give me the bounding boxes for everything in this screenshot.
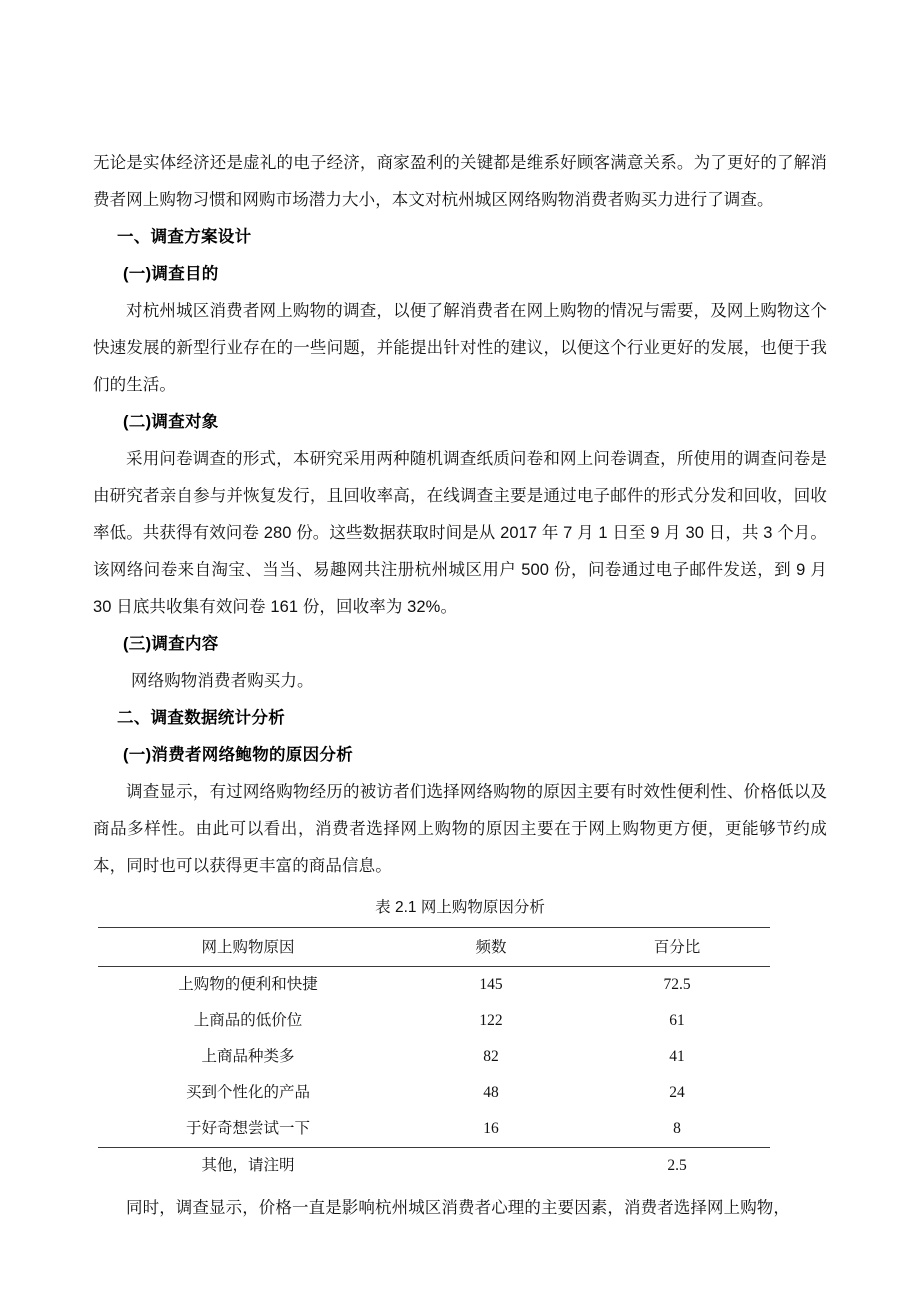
subsection-body-1-2: 采用问卷调查的形式，本研究采用两种随机调查纸质问卷和网上问卷调查，所使用的调查问卷是由研究者亲自参与并恢复发行，且回收率高，在线调查主要是通过电子邮件的形式分发和回收，回收率低。共获得有效问卷 280 份。这些数据获取时间是从 2017 年 7 月 1 日至 9 月 30 日，共 3 个月。该网络问卷来自淘宝、当当、易趣网共注册杭州城区用户 500 份，问卷通过电子邮件发送，到 9 月 30 日底共收集有效问卷 161 份，回收率为 32%。 xyxy=(93,450,827,616)
closing-paragraph: 同时，调查显示，价格一直是影响杭州城区消费者心理的主要因素，消费者选择网上购物， xyxy=(126,1199,790,1217)
table-row xyxy=(98,1003,770,1039)
column-header-percentage: 百分比 xyxy=(653,939,701,956)
cell-frequency: 16 xyxy=(483,1120,499,1137)
subsection-heading-1-1: (一)调查目的 xyxy=(123,265,219,283)
cell-reason: 买到个性化的产品 xyxy=(185,1084,310,1101)
table-row xyxy=(98,1075,770,1111)
section-heading-2: 二、调查数据统计分析 xyxy=(117,709,285,727)
cell-reason: 上购物的便利和快捷 xyxy=(178,976,318,993)
cell-frequency: 48 xyxy=(483,1084,499,1101)
cell-percentage: 24 xyxy=(669,1084,685,1101)
cell-reason: 其他，请注明 xyxy=(201,1157,295,1174)
subsection-body-1-1: 对杭州城区消费者网上购物的调查，以便了解消费者在网上购物的情况与需要，及网上购物这个快速发展的新型行业存在的一些问题，并能提出针对性的建议，以便这个行业更好的发展，也便于我们的生活。 xyxy=(93,302,827,394)
subsection-body-1-3: 网络购物消费者购买力。 xyxy=(131,672,314,690)
table-header-row xyxy=(98,928,770,967)
column-header-frequency: 频数 xyxy=(475,939,507,956)
cell-percentage: 61 xyxy=(669,1012,685,1029)
cell-percentage: 41 xyxy=(669,1048,685,1065)
cell-percentage: 72.5 xyxy=(663,976,691,993)
table-row xyxy=(98,1148,770,1185)
table-body xyxy=(98,967,770,1185)
cell-frequency xyxy=(398,1148,584,1185)
cell-frequency: 145 xyxy=(479,976,503,993)
cell-percentage: 8 xyxy=(673,1120,681,1137)
column-header-reason: 网上购物原因 xyxy=(201,939,295,956)
cell-percentage: 2.5 xyxy=(667,1157,687,1174)
table-caption: 表 2.1 网上购物原因分析 xyxy=(375,899,545,916)
lead-paragraph: 无论是实体经济还是虚礼的电子经济，商家盈利的关键都是维系好顾客满意关系。为了更好的了解消费者网上购物习惯和网购市场潜力大小，本文对杭州城区网络购物消费者购买力进行了调查。 xyxy=(93,154,827,209)
subsection-heading-1-3: (三)调查内容 xyxy=(123,635,219,653)
cell-reason: 上商品的低价位 xyxy=(193,1012,303,1029)
cell-frequency: 82 xyxy=(483,1048,499,1065)
shopping-reason-table xyxy=(98,927,770,1184)
subsection-heading-2-1: (一)消费者网络鲍物的原因分析 xyxy=(123,746,353,764)
cell-reason: 于好奇想尝试一下 xyxy=(185,1120,310,1137)
table-row xyxy=(98,1039,770,1075)
table-row xyxy=(98,967,770,1004)
cell-reason: 上商品种类多 xyxy=(201,1048,295,1065)
subsection-body-2-1: 调查显示，有过网络购物经历的被访者们选择网络购物的原因主要有时效性便利性、价格低以及商品多样性。由此可以看出，消费者选择网上购物的原因主要在于网上购物更方便，更能够节约成本，同时也可以获得更丰富的商品信息。 xyxy=(93,783,827,875)
document-body xyxy=(93,145,827,1227)
table-row xyxy=(98,1111,770,1148)
section-heading-1: 一、调查方案设计 xyxy=(117,228,252,246)
cell-frequency: 122 xyxy=(479,1012,503,1029)
subsection-heading-1-2: (二)调查对象 xyxy=(123,413,219,431)
table-head xyxy=(98,928,770,967)
